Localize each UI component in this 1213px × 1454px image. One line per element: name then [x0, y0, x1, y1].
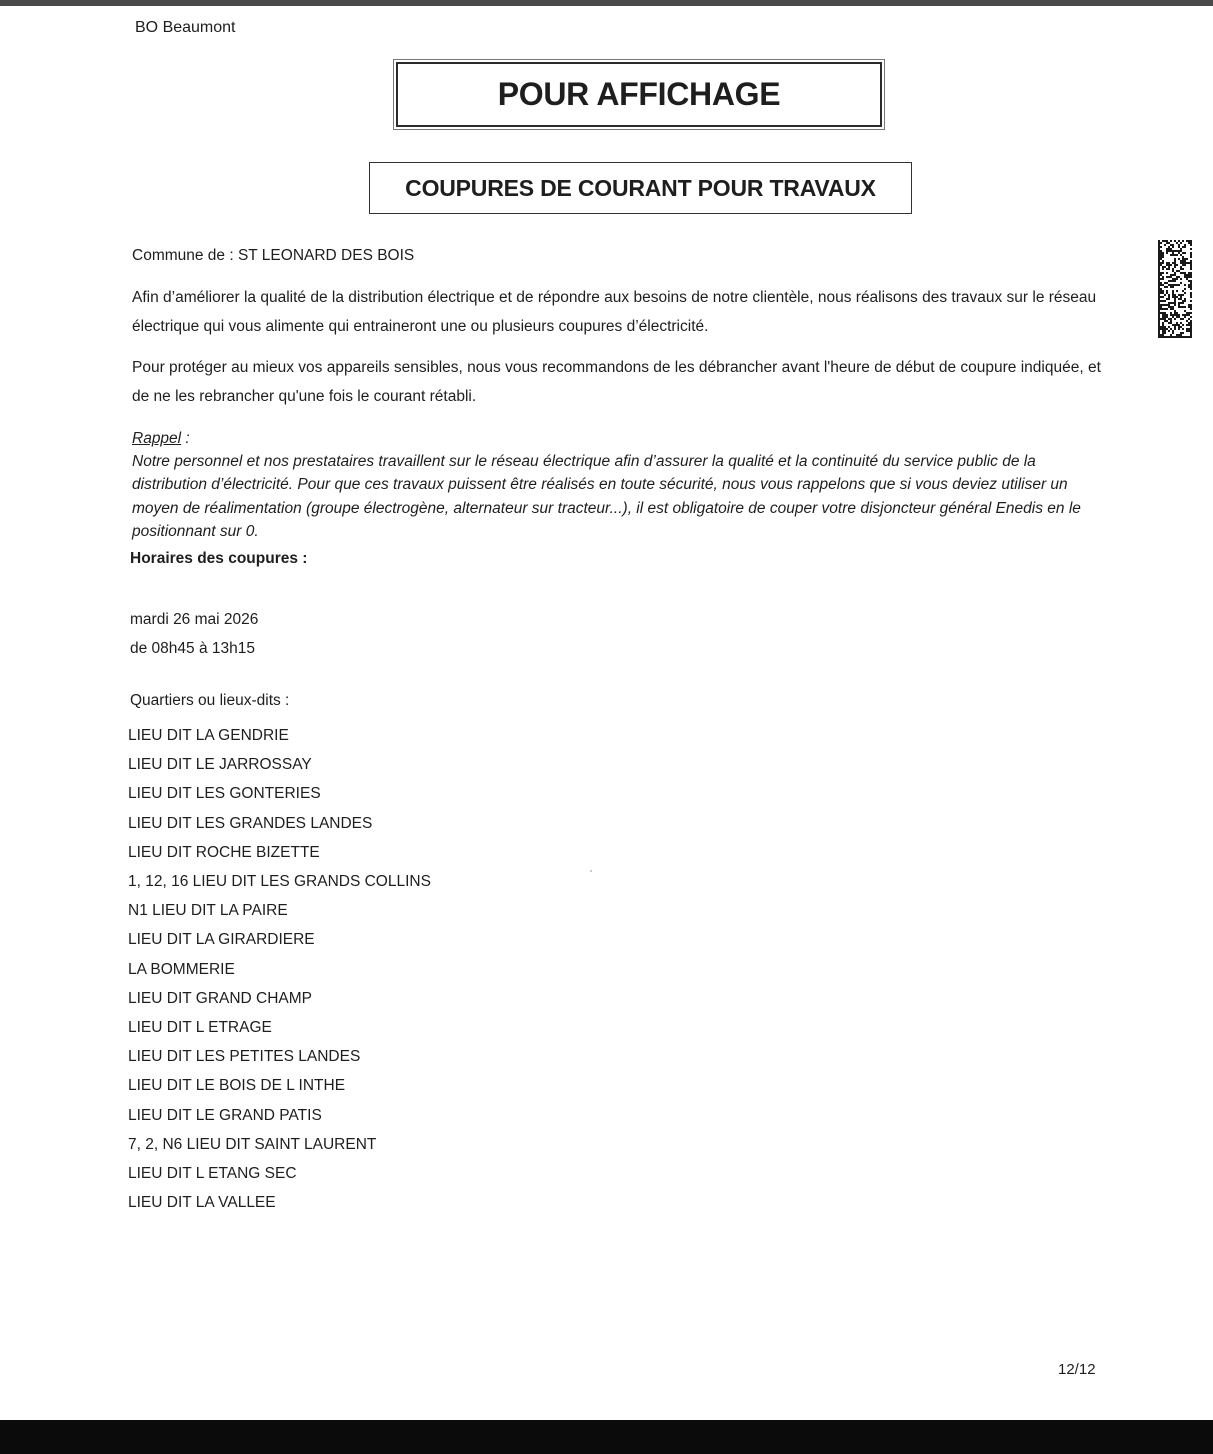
- page-number: 12/12: [1058, 1361, 1096, 1378]
- locations-list: [128, 721, 431, 1217]
- list-item: LIEU DIT L ETANG SEC: [128, 1165, 297, 1183]
- list-item: LIEU DIT LE BOIS DE L INTHE: [128, 1077, 346, 1095]
- schedule-heading: Horaires des coupures :: [130, 550, 308, 567]
- list-item: 7, 2, N6 LIEU DIT SAINT LAURENT: [128, 1135, 377, 1153]
- list-item: 1, 12, 16 LIEU DIT LES GRANDS COLLINS: [128, 873, 431, 891]
- locations-label: Quartiers ou lieux-dits :: [130, 692, 290, 709]
- reminder-label: Rappel: [132, 430, 182, 447]
- list-item: LIEU DIT L ETRAGE: [128, 1019, 272, 1037]
- datamatrix-code-icon: [1158, 240, 1192, 338]
- commune-line: Commune de : ST LEONARD DES BOIS: [132, 247, 415, 264]
- list-item: LIEU DIT LE GRAND PATIS: [128, 1106, 322, 1124]
- advice-paragraph: Pour protéger au mieux vos appareils sensibles, nous vous recommandons de les débrancher avant l'heure de début de coupure indiquée, et de ne les rebrancher qu'une fois le courant rétabli.: [132, 359, 1101, 405]
- schedule-date: mardi 26 mai 2026: [130, 611, 259, 628]
- list-item: LIEU DIT LES GRANDES LANDES: [128, 814, 373, 832]
- bottom-border-bar: [0, 1420, 1213, 1454]
- list-item: LIEU DIT GRAND CHAMP: [128, 989, 313, 1007]
- banner-title: POUR AFFICHAGE: [497, 76, 781, 112]
- top-border-bar: [0, 0, 1213, 6]
- list-item: LIEU DIT LA GIRARDIERE: [128, 931, 315, 949]
- list-item: LIEU DIT LA VALLEE: [128, 1194, 276, 1212]
- subtitle-box: [369, 162, 912, 214]
- list-item: LIEU DIT LA GENDRIE: [128, 727, 289, 744]
- list-item: LIEU DIT LES PETITES LANDES: [128, 1048, 361, 1066]
- banner-box: [396, 62, 882, 127]
- reminder-block: Rappel : Notre personnel et nos prestataires travaillent sur le réseau électrique afin d’assurer la qualité et la continuité du service public de la distribution d’électricité. Pour que ces travaux puissent être réalisés en toute sécurité, nous vous rappelons que si vous deviez utiliser un moyen de réalimentation (groupe électrogène, alternateur sur tracteur...), il est obligatoire de couper votre disjoncteur général Enedis en le positionnant sur 0.: [132, 427, 1107, 543]
- list-item: LIEU DIT LES GONTERIES: [128, 785, 321, 803]
- schedule-block: [130, 605, 258, 663]
- list-item: LA BOMMERIE: [128, 960, 235, 978]
- list-item: LIEU DIT ROCHE BIZETTE: [128, 843, 320, 861]
- intro-paragraph: Afin d’améliorer la qualité de la distribution électrique et de répondre aux besoins de notre clientèle, nous réalisons des travaux sur le réseau électrique qui vous alimente qui entraineront une ou plusieurs coupures d’électricité.: [132, 289, 1097, 335]
- reminder-text: Notre personnel et nos prestataires travaillent sur le réseau électrique afin d’assurer la qualité et la continuité du service public de la distribution d’électricité. Pour que ces travaux puissent être réalisés en toute sécurité, nous vous rappelons que si vous deviez utiliser un moyen de réalimentation (groupe électrogène, alternateur sur tracteur...), il est obligatoire de couper votre disjoncteur général Enedis en le positionnant sur 0.: [132, 453, 1081, 540]
- list-item: LIEU DIT LE JARROSSAY: [128, 756, 312, 774]
- scan-speck: [590, 870, 592, 872]
- schedule-time: de 08h45 à 13h15: [130, 640, 255, 657]
- sender-label: BO Beaumont: [135, 19, 236, 36]
- list-item: N1 LIEU DIT LA PAIRE: [128, 902, 288, 920]
- subtitle: COUPURES DE COURANT POUR TRAVAUX: [405, 174, 876, 201]
